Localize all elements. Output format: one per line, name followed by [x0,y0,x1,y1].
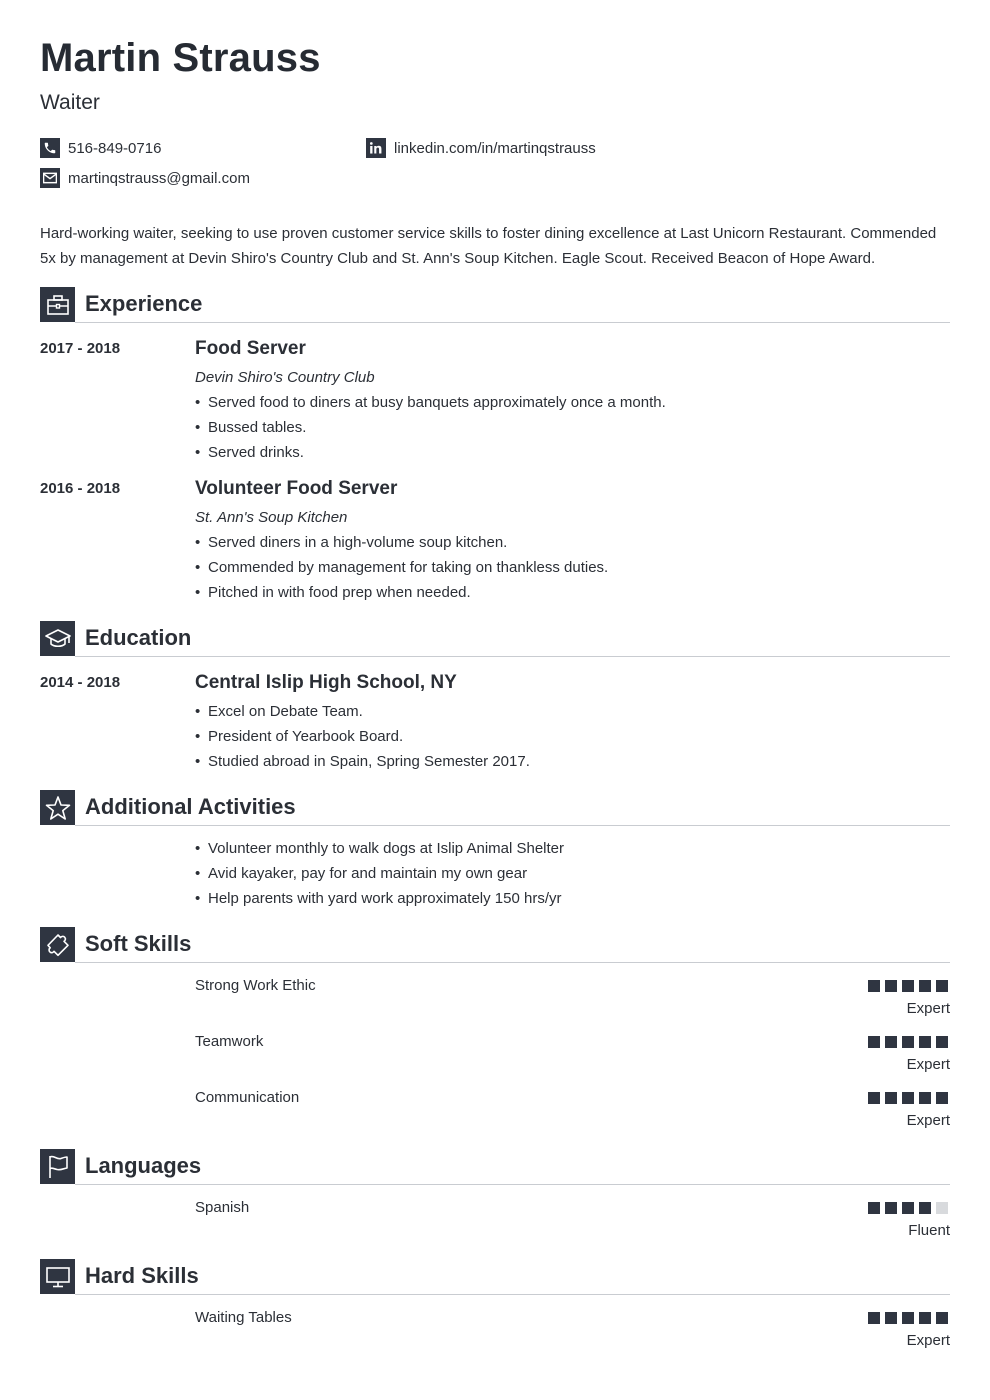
rating-square-filled [902,980,914,992]
briefcase-icon [40,287,75,322]
rating-square-filled [885,1036,897,1048]
list-item: • Served food to diners at busy banquets approximately once a month. [195,394,666,411]
skill-rating [868,1036,948,1048]
section-title-hard-skills: Hard Skills [85,1263,199,1288]
rating-square-filled [902,1312,914,1324]
job-dates: 2016 - 2018 [40,480,121,497]
graduation-cap-icon [40,621,75,656]
monitor-icon [40,1259,75,1294]
skill-name: Waiting Tables [195,1309,292,1326]
job-dates: 2017 - 2018 [40,340,121,357]
rating-square-filled [919,980,931,992]
rating-square-filled [919,1312,931,1324]
list-item: • Avid kayaker, pay for and maintain my own gear [195,865,528,882]
rating-square-filled [885,1202,897,1214]
contact-linkedin [366,138,596,158]
flag-icon [40,1149,75,1184]
list-item: • Commended by management for taking on thankless duties. [195,559,609,576]
job-organization: St. Ann's Soup Kitchen [195,509,348,526]
language-level: Fluent [908,1222,950,1239]
section-divider [75,656,950,657]
job-role: Volunteer Food Server [195,478,398,499]
rating-square-filled [902,1202,914,1214]
list-item: • Bussed tables. [195,419,307,436]
rating-square-filled [936,1092,948,1104]
skill-rating [868,980,948,992]
rating-square-filled [868,1312,880,1324]
language-name: Spanish [195,1199,250,1216]
school-name: Central Islip High School, NY [195,672,457,693]
contact-email [40,168,250,188]
rating-square-filled [868,1036,880,1048]
rating-square-filled [868,1202,880,1214]
resume-job-title: Waiter [40,91,100,114]
skill-rating [868,1092,948,1104]
language-rating [868,1202,948,1214]
phone-icon [40,138,60,158]
skill-level: Expert [906,1332,950,1349]
job-role: Food Server [195,338,306,359]
rating-square-filled [919,1092,931,1104]
envelope-icon [40,168,60,188]
section-divider [75,825,950,826]
rating-square-filled [936,1312,948,1324]
list-item: • Excel on Debate Team. [195,703,363,720]
contact-phone [40,138,161,158]
puzzle-icon [40,927,75,962]
section-divider [75,1294,950,1295]
linkedin-text[interactable]: linkedin.com/in/martinqstrauss [394,139,596,157]
rating-square-filled [902,1092,914,1104]
list-item: • President of Yearbook Board. [195,728,404,745]
list-item: • Served drinks. [195,444,304,461]
skill-level: Expert [906,1112,950,1129]
section-title-education: Education [85,625,192,650]
rating-square-filled [936,980,948,992]
rating-square-filled [868,1092,880,1104]
education-dates: 2014 - 2018 [40,674,121,691]
list-item: • Pitched in with food prep when needed. [195,584,471,601]
list-item: • Studied abroad in Spain, Spring Semester 2017. [195,753,530,770]
summary-paragraph: Hard-working waiter, seeking to use proven customer service skills to foster dining excellence at Last Unicorn Restaurant. Commended 5x by management at Devin Shiro's Country Club and St. Ann's Soup Kitchen. Eagle Scout. Received Beacon of Hope Award. [40,225,937,267]
section-title-experience: Experience [85,291,203,316]
rating-square-filled [902,1036,914,1048]
list-item: • Served diners in a high-volume soup kitchen. [195,534,508,551]
skill-name: Strong Work Ethic [195,977,316,994]
section-title-languages: Languages [85,1153,202,1178]
list-item: • Help parents with yard work approximately 150 hrs/yr [195,890,562,907]
star-icon [40,790,75,825]
phone-text: 516-849-0716 [68,139,162,157]
skill-rating [868,1312,948,1324]
section-divider [75,322,950,323]
rating-square-filled [936,1036,948,1048]
resume-name: Martin Strauss [40,36,321,80]
skill-level: Expert [906,1056,950,1073]
job-organization: Devin Shiro's Country Club [195,369,375,386]
email-text[interactable]: martinqstrauss@gmail.com [68,169,250,187]
section-divider [75,1184,950,1185]
section-title-soft-skills: Soft Skills [85,931,192,956]
rating-square-filled [868,980,880,992]
skill-name: Communication [195,1089,300,1106]
rating-square-filled [885,980,897,992]
section-divider [75,962,950,963]
rating-square-filled [919,1036,931,1048]
skill-level: Expert [906,1000,950,1017]
section-title-activities: Additional Activities [85,794,296,819]
list-item: • Volunteer monthly to walk dogs at Islip Animal Shelter [195,840,565,857]
rating-square-empty [936,1202,948,1214]
rating-square-filled [919,1202,931,1214]
skill-name: Teamwork [195,1033,264,1050]
rating-square-filled [885,1312,897,1324]
linkedin-icon [366,138,386,158]
rating-square-filled [885,1092,897,1104]
